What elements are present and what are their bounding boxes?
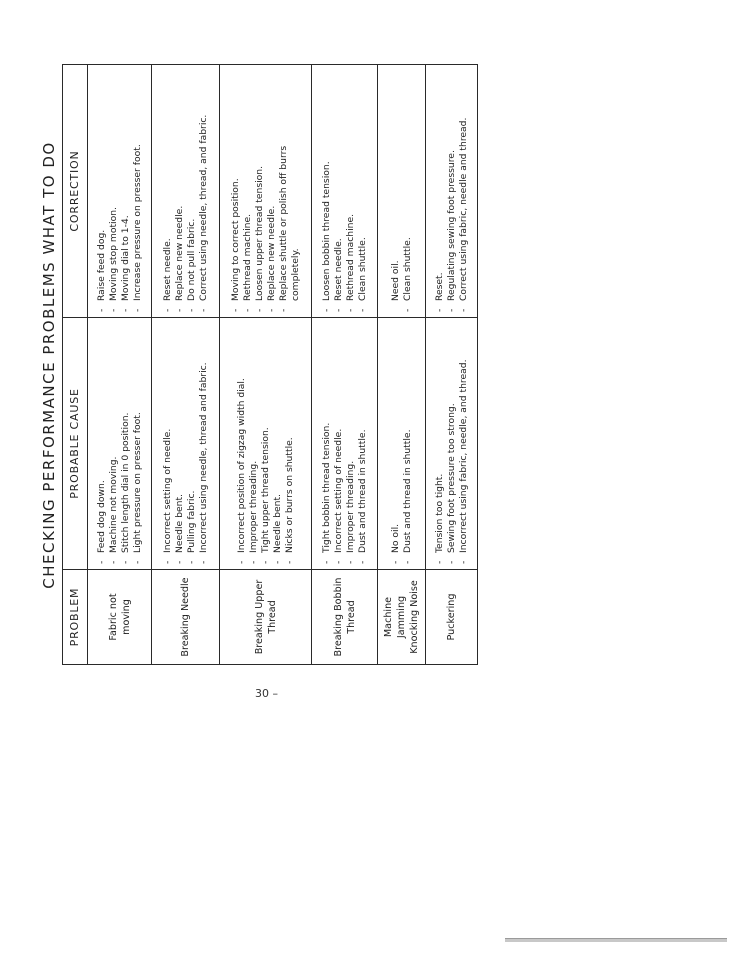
table-row xyxy=(378,65,426,665)
cause-cell xyxy=(220,318,312,570)
correction-item: completely. xyxy=(289,248,301,301)
correction-item: - Clean shuttle. xyxy=(357,69,369,313)
cause-item: - Tension too tight. xyxy=(434,322,446,565)
correction-item: - Replace new needle. xyxy=(266,69,278,313)
problem-cell: Breaking Bobbin Thread xyxy=(312,570,378,665)
correction-item: - Correct using needle, thread, and fabric. xyxy=(198,69,210,313)
cause-item: - Sewing foot pressure too strong. xyxy=(446,322,458,565)
correction-item: Need oil. xyxy=(389,260,401,301)
correction-item: - Reset needle. xyxy=(333,69,345,313)
correction-item: - Regulating sewing foot pressure. xyxy=(446,69,458,313)
correction-item: - Increase pressure on presser foot. xyxy=(132,69,144,313)
correction-item: - Loosen bobbin thread tension. xyxy=(321,69,333,313)
cause-item: - Light pressure on presser foot. xyxy=(132,322,144,565)
cause-item: - Improper threading. xyxy=(248,322,260,565)
correction-cell xyxy=(220,65,312,318)
problem-cell: Breaking Needle xyxy=(152,570,220,665)
correction-cell xyxy=(152,65,220,318)
table-row xyxy=(220,65,312,665)
correction-item: - Rethread machine. xyxy=(345,69,357,313)
table-row xyxy=(152,65,220,665)
troubleshooting-table xyxy=(62,64,478,665)
problem-cell: Puckering xyxy=(426,570,478,665)
cause-item: - Tight bobbin thread tension. xyxy=(321,322,333,565)
cause-item: - Incorrect using fabric, needle, and thread. xyxy=(458,322,470,565)
correction-item: - Moving dial to 1-4. xyxy=(120,69,132,313)
cause-item: - Improper threading. xyxy=(345,322,357,565)
correction-item: - Moving stop motion. xyxy=(108,69,120,313)
cause-item: - Incorrect setting of needle. xyxy=(333,322,345,565)
correction-item: - Replace shuttle or polish off burrs xyxy=(278,69,290,313)
scan-edge-line xyxy=(505,938,727,942)
correction-item: - Clean shuttle. xyxy=(402,69,414,313)
correction-cell xyxy=(88,65,152,318)
cause-cell xyxy=(88,318,152,570)
correction-item: - Correct using fabric, needle and thread. xyxy=(458,69,470,313)
rotated-content xyxy=(40,65,469,665)
correction-item: - Loosen upper thread tension. xyxy=(254,69,266,313)
cause-cell xyxy=(152,318,220,570)
cause-item: - No oil. xyxy=(390,322,402,565)
header-row xyxy=(63,65,88,665)
cause-item: - Dust and thread in shuttle. xyxy=(357,322,369,565)
problem-cell: Fabric not moving xyxy=(88,570,152,665)
correction-cell xyxy=(426,65,478,318)
page-title: CHECKING PERFORMANCE PROBLEMS WHAT TO DO xyxy=(40,141,58,589)
cause-item: - Machine not moving. xyxy=(108,322,120,565)
correction-cell xyxy=(312,65,378,318)
cause-item: - Incorrect using needle, thread and fabric. xyxy=(198,322,210,565)
cause-item: - Nicks or burrs on shuttle. xyxy=(284,322,296,565)
cause-cell xyxy=(426,318,478,570)
cause-item: - Tight upper thread tension. xyxy=(260,322,272,565)
cause-item: - Needle bent. xyxy=(174,322,186,565)
table-row xyxy=(88,65,152,665)
correction-item: - Reset. xyxy=(434,69,446,313)
header-cause: PROBABLE CAUSE xyxy=(63,318,88,570)
correction-item: - Do not pull fabric. xyxy=(186,69,198,313)
correction-item: - Rethread machine. xyxy=(242,69,254,313)
header-problem: PROBLEM xyxy=(63,570,88,665)
correction-item: - Raise feed dog. xyxy=(96,69,108,313)
correction-item: - Moving to correct position. xyxy=(230,69,242,313)
correction-item: - Reset needle. xyxy=(162,69,174,313)
table-row xyxy=(426,65,478,665)
correction-item: - Replace new needle. xyxy=(174,69,186,313)
problem-cell: Breaking Upper Thread xyxy=(220,570,312,665)
header-correction: CORRECTION xyxy=(63,65,88,318)
page-number: 30 – xyxy=(255,687,278,700)
problem-cell: Machine Jamming Knocking Noise xyxy=(378,570,426,665)
cause-cell xyxy=(378,318,426,570)
cause-cell xyxy=(312,318,378,570)
cause-item: - Pulling fabric. xyxy=(186,322,198,565)
cause-item: - Dust and thread in shuttle. xyxy=(402,322,414,565)
table-row xyxy=(312,65,378,665)
cause-item: - Needle bent. xyxy=(272,322,284,565)
cause-item: - Incorrect position of zigzag width dial. xyxy=(236,322,248,565)
cause-item: - Feed dog down. xyxy=(96,322,108,565)
cause-item: - Stitch length dial in 0 position. xyxy=(120,322,132,565)
table-body xyxy=(88,65,478,665)
cause-item: - Incorrect setting of needle. xyxy=(162,322,174,565)
correction-cell xyxy=(378,65,426,318)
